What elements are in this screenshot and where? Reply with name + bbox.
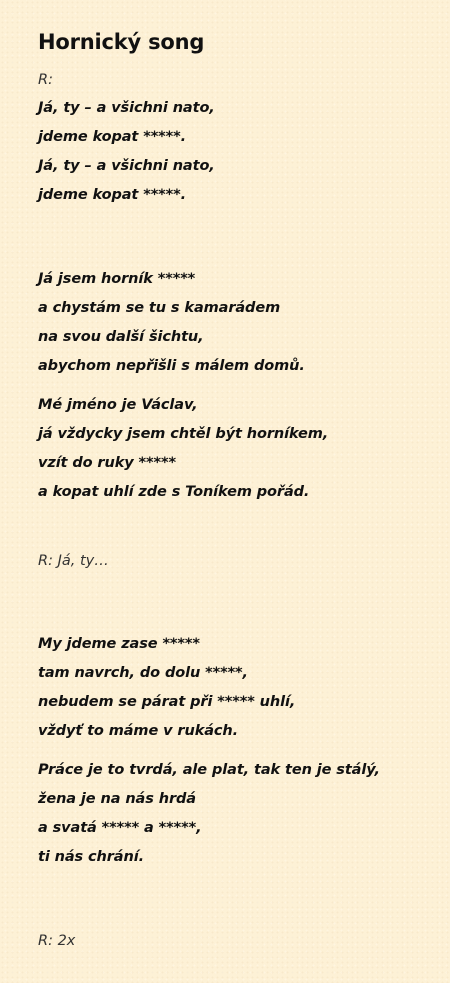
- lyric-line: My jdeme zase *****: [38, 636, 200, 652]
- verse-1: [38, 265, 443, 381]
- lyric-line: tam navrch, do dolu *****,: [38, 665, 248, 681]
- song-text: [38, 30, 443, 955]
- verse-2: [38, 391, 443, 507]
- lyric-line: na svou další šichtu,: [38, 329, 204, 345]
- lyric-line: abychom nepřišli s málem domů.: [38, 358, 305, 374]
- lyric-line: vždyť to máme v rukách.: [38, 723, 239, 739]
- lyric-line: Já, ty – a všichni nato,: [38, 158, 215, 174]
- refrain-reference: R: Já, ty…: [38, 553, 109, 569]
- song-title: Hornický song: [38, 30, 205, 54]
- refrain-stanza: [38, 94, 443, 210]
- lyric-line: Já jsem horník *****: [38, 271, 196, 287]
- lyric-line: jdeme kopat *****.: [38, 187, 187, 203]
- lyric-line: a chystám se tu s kamarádem: [38, 300, 281, 316]
- lyric-line: Práce je to tvrdá, ale plat, tak ten je stálý,: [38, 762, 380, 778]
- verse-4: [38, 756, 443, 872]
- lyric-line: Já, ty – a všichni nato,: [38, 100, 215, 116]
- lyric-line: ti nás chrání.: [38, 849, 144, 865]
- lyric-line: a kopat uhlí zde s Toníkem pořád.: [38, 484, 310, 500]
- lyric-line: Mé jméno je Václav,: [38, 397, 198, 413]
- lyric-line: a svatá ***** a *****,: [38, 820, 202, 836]
- refrain-label: R:: [38, 72, 53, 88]
- lyric-line: žena je na nás hrdá: [38, 791, 196, 807]
- lyric-line: vzít do ruky *****: [38, 455, 176, 471]
- lyric-line: já vždycky jsem chtěl být horníkem,: [38, 426, 329, 442]
- refrain-reference: R: 2x: [38, 933, 76, 949]
- lyric-line: nebudem se párat při ***** uhlí,: [38, 694, 296, 710]
- verse-3: [38, 630, 443, 746]
- lyric-line: jdeme kopat *****.: [38, 129, 187, 145]
